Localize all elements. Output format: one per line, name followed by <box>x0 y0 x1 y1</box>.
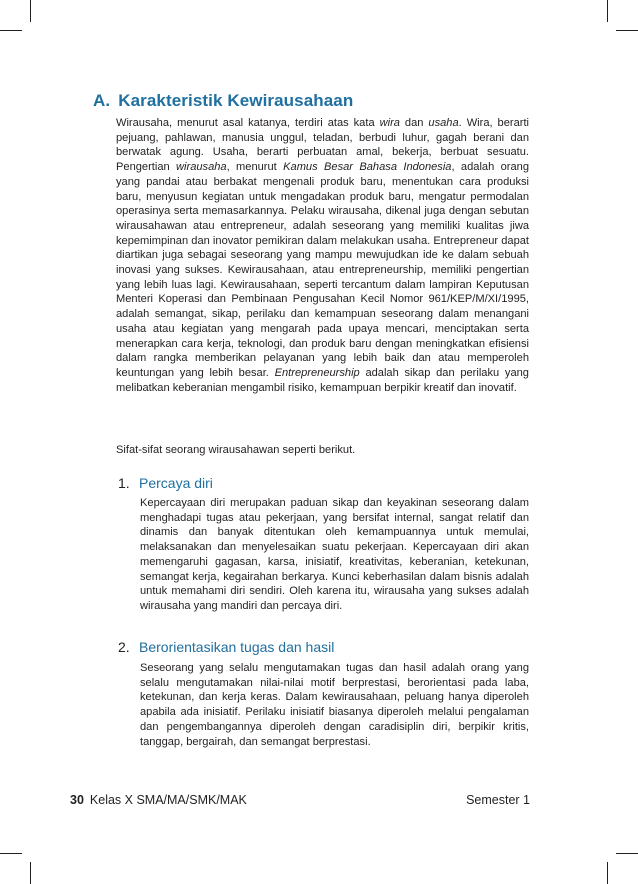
item-heading <box>118 639 334 655</box>
item-number: 2. <box>118 639 130 655</box>
item-number: 1. <box>118 475 130 491</box>
section-letter: A. <box>93 91 111 110</box>
item-title: Berorientasikan tugas dan hasil <box>139 639 335 655</box>
term-kbbi: Kamus Besar Bahasa Indonesia <box>283 161 452 174</box>
item-body: Seseorang yang selalu mengutamakan tugas dan hasil adalah orang yang selalu mengutamakan nilai-nilai motif berprestasi, berorientasi pada laba, ketekunan, dan kerja keras. Dalam kewirausahaan, peluang hanya diperoleh apabila ada inisiatif. Perilaku inisiatif biasanya diperoleh melalui pengalaman dan pengembangannya diperoleh dengan caradisiplin diri, berpikir kritis, tanggap, bergairah, dan semangat berprestasi. <box>140 662 529 748</box>
lead-sentence: Sifat-sifat seorang wirausahawan seperti berikut. <box>116 444 356 456</box>
section-heading <box>93 91 353 111</box>
crop-mark <box>616 30 638 31</box>
crop-mark <box>0 853 22 854</box>
crop-mark <box>616 853 638 854</box>
crop-mark <box>607 0 608 22</box>
intro-text: , adalah orang yang pandai atau berbakat mengenali produk baru, menentukan cara produksi baru, menyusun kegiatan untuk mengadakan produk baru, mengatur permodalan operasinya serta memasarkannya. Pelaku wirausaha, dikenal juga dengan sebutan wirausahawan atau entrepreneur, adalah seseorang yang memiliki kualitas jiwa kepemimpinan dan inovator pemikiran dalam melakukan usaha. Entrepreneur dapat diartikan juga sebagai seseorang yang mampu mewujudkan ide ke dalam sebuah inovasi yang sukses. Kewirausahaan, atau entrepreneurship, memiliki pengertian yang lebih luas lagi. Kewirausahaan, seperti tercantum dalam lampiran Keputusan Menteri Koperasi dan Pembinaan Pengusahan Kecil Nomor 961/KEP/M/XI/1995, adalah semangat, sikap, perilaku dan kemampuan seseorang dalam menangani usaha atau kegiatan yang mengarah pada upaya mencari, menciptakan serta menerapkan cara kerja, teknologi, dan produk baru dengan meningkatkan efisiensi dalam rangka memberikan pelayanan yang lebih baik dan atau memperoleh keuntungan yang lebih besar. <box>116 161 529 379</box>
intro-text: dan <box>399 117 429 129</box>
crop-mark <box>607 862 608 884</box>
intro-text: , menurut <box>226 161 284 174</box>
term-wira: wira <box>379 117 400 129</box>
item-body: Kepercayaan diri merupakan paduan sikap dan keyakinan seseorang dalam menghadapi tugas atau pekerjaan, yang bersifat internal, sangat relatif dan dinamis dan banyak ditentukan oleh kemampuannya untuk memulai, melaksanakan dan menyelesaikan suatu pekerjaan. Kepercayaan diri akan memengaruhi gagasan, karsa, inisiatif, kreativitas, keberanian, ketekunan, semangat kerja, kegairahan berkarya. Kunci keberhasilan dalam bisnis adalah untuk memahami diri sendiri. Oleh karena itu, wirausaha yang sukses adalah wirausaha yang mandiri dan percaya diri. <box>140 497 529 612</box>
crop-mark <box>0 30 22 31</box>
semester-label: Semester 1 <box>466 793 530 807</box>
crop-mark <box>30 862 31 884</box>
section-title: Karakteristik Kewirausahaan <box>118 91 354 110</box>
term-usaha: usaha <box>428 117 459 129</box>
page-footer <box>70 793 530 807</box>
term-entrepreneurship: Entrepreneurship <box>274 366 360 379</box>
crop-mark <box>30 0 31 22</box>
intro-text: . Wira, berarti pejuang, pahlawan, manusia unggul, teladan, berbudi luhur, gagah berani dan berwatak agung. Usaha, berarti perbuatan amal, bekerja, berbuat sesuatu. Pengertian <box>116 117 529 174</box>
item-title: Percaya diri <box>139 475 213 491</box>
intro-text: adalah sikap dan perilaku yang melibatkan keberanian mengambil risiko, kemampuan berpikir kreatif dan inovatif. <box>116 366 529 394</box>
intro-text: Wirausaha, menurut asal katanya, terdiri atas kata <box>116 117 380 129</box>
book-title: Kelas X SMA/MA/SMK/MAK <box>89 793 247 807</box>
item-heading <box>118 475 213 491</box>
term-wirausaha: wirausaha <box>176 161 227 174</box>
page-number: 30 <box>70 793 84 807</box>
intro-paragraph <box>116 116 529 395</box>
